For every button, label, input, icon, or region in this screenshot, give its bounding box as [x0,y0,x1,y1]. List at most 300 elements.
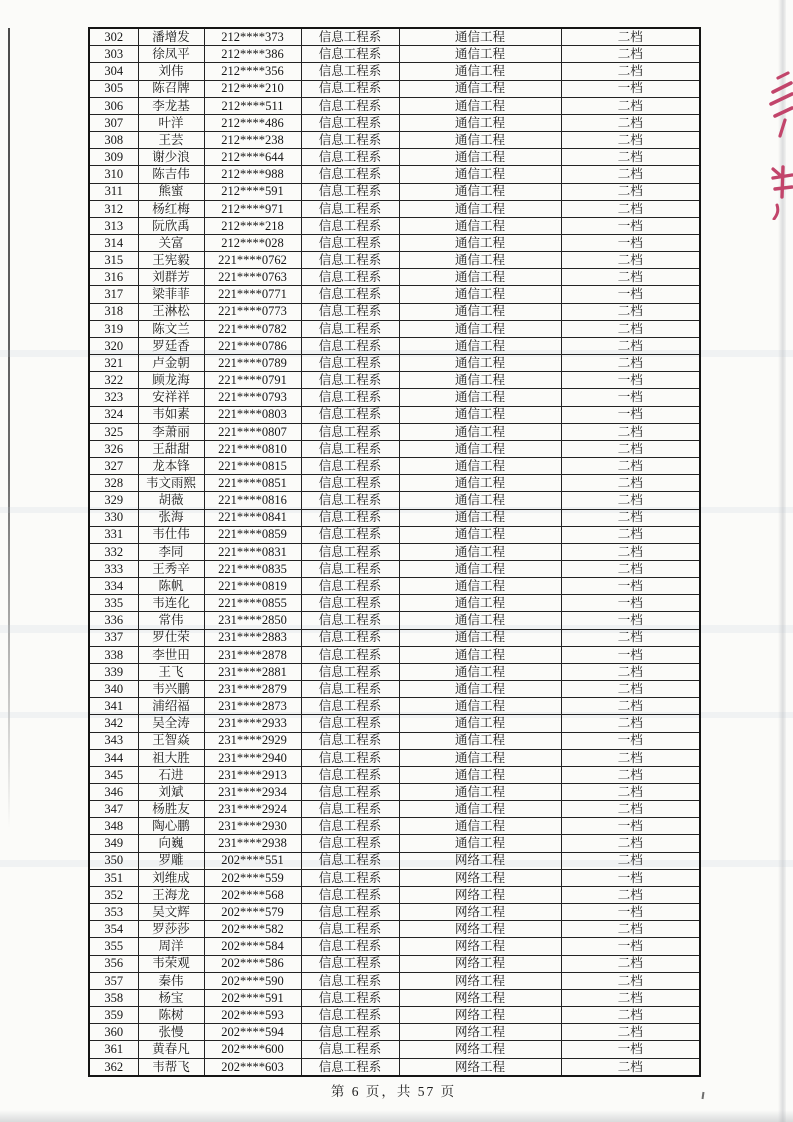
name-cell: 张慢 [138,1024,204,1041]
id-number-cell: 212****238 [204,132,301,149]
name-cell: 梁菲菲 [138,286,204,303]
name-cell: 熊蜜 [138,183,204,200]
tier-cell: 二档 [561,715,700,732]
id-number-cell: 202****591 [204,989,301,1006]
department-cell: 信息工程系 [301,200,399,217]
row-number-cell: 351 [89,869,138,886]
table-row [89,46,700,63]
tier-cell: 二档 [561,423,700,440]
id-number-cell: 212****486 [204,114,301,131]
major-cell: 网络工程 [399,921,561,938]
tier-cell: 二档 [561,320,700,337]
table-row [89,97,700,114]
row-number-cell: 352 [89,886,138,903]
table-row [89,869,700,886]
table-row [89,784,700,801]
tier-cell: 一档 [561,904,700,921]
table-row [89,355,700,372]
row-number-cell: 329 [89,492,138,509]
red-stamp-fragment-top [768,70,793,140]
department-cell: 信息工程系 [301,440,399,457]
department-cell: 信息工程系 [301,1024,399,1041]
department-cell: 信息工程系 [301,818,399,835]
id-number-cell: 221****0807 [204,423,301,440]
major-cell: 网络工程 [399,972,561,989]
major-cell: 网络工程 [399,1007,561,1024]
department-cell: 信息工程系 [301,492,399,509]
tier-cell: 一档 [561,869,700,886]
table-row [89,200,700,217]
name-cell: 王海龙 [138,886,204,903]
id-number-cell: 231****2938 [204,835,301,852]
department-cell: 信息工程系 [301,732,399,749]
name-cell: 顾龙海 [138,372,204,389]
tier-cell: 二档 [561,698,700,715]
row-number-cell: 311 [89,183,138,200]
row-number-cell: 319 [89,320,138,337]
name-cell: 王宪毅 [138,252,204,269]
department-cell: 信息工程系 [301,149,399,166]
name-cell: 潘增发 [138,28,204,46]
table-row [89,475,700,492]
table-row [89,320,700,337]
name-cell: 常伟 [138,612,204,629]
tier-cell: 二档 [561,63,700,80]
row-number-cell: 357 [89,972,138,989]
id-number-cell: 221****0815 [204,458,301,475]
tier-cell: 二档 [561,440,700,457]
table-row [89,509,700,526]
major-cell: 通信工程 [399,372,561,389]
table-row [89,423,700,440]
major-cell: 通信工程 [399,97,561,114]
tier-cell: 二档 [561,801,700,818]
department-cell: 信息工程系 [301,886,399,903]
row-number-cell: 327 [89,458,138,475]
name-cell: 刘维成 [138,869,204,886]
table-row [89,818,700,835]
department-cell: 信息工程系 [301,835,399,852]
name-cell: 黄春凡 [138,1041,204,1058]
id-number-cell: 212****988 [204,166,301,183]
table-row [89,80,700,97]
table-row [89,132,700,149]
major-cell: 网络工程 [399,852,561,869]
table-row [89,578,700,595]
table-row [89,337,700,354]
table-row [89,560,700,577]
major-cell: 通信工程 [399,80,561,97]
id-number-cell: 212****644 [204,149,301,166]
tier-cell: 二档 [561,252,700,269]
department-cell: 信息工程系 [301,989,399,1006]
table-row [89,183,700,200]
scan-edge-shadow-bottom [0,1110,793,1122]
department-cell: 信息工程系 [301,183,399,200]
id-number-cell: 221****0855 [204,595,301,612]
tier-cell: 一档 [561,1041,700,1058]
row-number-cell: 314 [89,235,138,252]
id-number-cell: 231****2929 [204,732,301,749]
name-cell: 龙本锋 [138,458,204,475]
id-number-cell: 221****0762 [204,252,301,269]
tier-cell: 二档 [561,183,700,200]
name-cell: 向巍 [138,835,204,852]
department-cell: 信息工程系 [301,114,399,131]
id-number-cell: 221****0782 [204,320,301,337]
table-row [89,372,700,389]
tier-cell: 二档 [561,629,700,646]
name-cell: 韦仕伟 [138,526,204,543]
table-row [89,749,700,766]
row-number-cell: 323 [89,389,138,406]
tier-cell: 一档 [561,732,700,749]
row-number-cell: 341 [89,698,138,715]
row-number-cell: 320 [89,337,138,354]
major-cell: 通信工程 [399,28,561,46]
table-row [89,801,700,818]
name-cell: 罗廷香 [138,337,204,354]
major-cell: 通信工程 [399,681,561,698]
name-cell: 徐凤平 [138,46,204,63]
name-cell: 韦荣观 [138,955,204,972]
tier-cell: 一档 [561,406,700,423]
major-cell: 通信工程 [399,406,561,423]
id-number-cell: 202****593 [204,1007,301,1024]
table-row [89,252,700,269]
row-number-cell: 306 [89,97,138,114]
id-number-cell: 202****584 [204,938,301,955]
id-number-cell: 202****582 [204,921,301,938]
id-number-cell: 221****0803 [204,406,301,423]
tier-cell: 一档 [561,612,700,629]
department-cell: 信息工程系 [301,337,399,354]
tier-cell: 一档 [561,286,700,303]
tier-cell: 二档 [561,766,700,783]
tier-cell: 一档 [561,595,700,612]
row-number-cell: 360 [89,1024,138,1041]
department-cell: 信息工程系 [301,784,399,801]
name-cell: 王智焱 [138,732,204,749]
id-number-cell: 212****210 [204,80,301,97]
row-number-cell: 342 [89,715,138,732]
id-number-cell: 221****0793 [204,389,301,406]
major-cell: 通信工程 [399,269,561,286]
tier-cell: 二档 [561,355,700,372]
department-cell: 信息工程系 [301,475,399,492]
row-number-cell: 361 [89,1041,138,1058]
id-number-cell: 231****2883 [204,629,301,646]
major-cell: 通信工程 [399,355,561,372]
major-cell: 通信工程 [399,663,561,680]
red-stamp-fragment-bottom [770,165,793,220]
tier-cell: 二档 [561,543,700,560]
table-row [89,715,700,732]
row-number-cell: 333 [89,560,138,577]
table-row [89,440,700,457]
row-number-cell: 312 [89,200,138,217]
major-cell: 通信工程 [399,732,561,749]
table-row [89,303,700,320]
name-cell: 石进 [138,766,204,783]
row-number-cell: 336 [89,612,138,629]
name-cell: 韦帮飞 [138,1058,204,1076]
id-number-cell: 212****218 [204,217,301,234]
id-number-cell: 231****2934 [204,784,301,801]
department-cell: 信息工程系 [301,526,399,543]
id-number-cell: 202****559 [204,869,301,886]
department-cell: 信息工程系 [301,252,399,269]
tier-cell: 二档 [561,149,700,166]
name-cell: 王飞 [138,663,204,680]
name-cell: 李同 [138,543,204,560]
row-number-cell: 305 [89,80,138,97]
table-row [89,286,700,303]
department-cell: 信息工程系 [301,560,399,577]
tier-cell: 二档 [561,97,700,114]
major-cell: 通信工程 [399,475,561,492]
major-cell: 通信工程 [399,132,561,149]
major-cell: 通信工程 [399,46,561,63]
id-number-cell: 202****590 [204,972,301,989]
major-cell: 网络工程 [399,1041,561,1058]
tier-cell: 一档 [561,389,700,406]
tier-cell: 二档 [561,475,700,492]
row-number-cell: 332 [89,543,138,560]
table-row [89,852,700,869]
major-cell: 通信工程 [399,252,561,269]
row-number-cell: 328 [89,475,138,492]
tier-cell: 二档 [561,955,700,972]
name-cell: 杨宝 [138,989,204,1006]
id-number-cell: 221****0810 [204,440,301,457]
scan-speck [702,1092,705,1099]
major-cell: 通信工程 [399,509,561,526]
id-number-cell: 231****2879 [204,681,301,698]
id-number-cell: 231****2850 [204,612,301,629]
table-body [89,28,700,1076]
name-cell: 卢金朝 [138,355,204,372]
department-cell: 信息工程系 [301,921,399,938]
name-cell: 叶洋 [138,114,204,131]
major-cell: 通信工程 [399,114,561,131]
table-row [89,646,700,663]
tier-cell: 一档 [561,80,700,97]
id-number-cell: 221****0859 [204,526,301,543]
department-cell: 信息工程系 [301,595,399,612]
row-number-cell: 339 [89,663,138,680]
major-cell: 网络工程 [399,989,561,1006]
name-cell: 杨胜友 [138,801,204,818]
department-cell: 信息工程系 [301,389,399,406]
row-number-cell: 317 [89,286,138,303]
major-cell: 通信工程 [399,303,561,320]
row-number-cell: 331 [89,526,138,543]
department-cell: 信息工程系 [301,46,399,63]
row-number-cell: 362 [89,1058,138,1076]
row-number-cell: 345 [89,766,138,783]
department-cell: 信息工程系 [301,63,399,80]
name-cell: 罗仕荣 [138,629,204,646]
tier-cell: 一档 [561,938,700,955]
row-number-cell: 338 [89,646,138,663]
name-cell: 李世田 [138,646,204,663]
table-row [89,1058,700,1076]
name-cell: 周洋 [138,938,204,955]
major-cell: 网络工程 [399,886,561,903]
name-cell: 陈吉伟 [138,166,204,183]
row-number-cell: 350 [89,852,138,869]
row-number-cell: 324 [89,406,138,423]
tier-cell: 一档 [561,646,700,663]
id-number-cell: 231****2933 [204,715,301,732]
major-cell: 通信工程 [399,801,561,818]
table-row [89,835,700,852]
id-number-cell: 212****356 [204,63,301,80]
major-cell: 通信工程 [399,458,561,475]
id-number-cell: 221****0786 [204,337,301,354]
department-cell: 信息工程系 [301,320,399,337]
major-cell: 通信工程 [399,818,561,835]
tier-cell: 二档 [561,492,700,509]
department-cell: 信息工程系 [301,852,399,869]
id-number-cell: 231****2873 [204,698,301,715]
id-number-cell: 231****2924 [204,801,301,818]
table-row [89,595,700,612]
id-number-cell: 212****511 [204,97,301,114]
name-cell: 韦如素 [138,406,204,423]
department-cell: 信息工程系 [301,749,399,766]
major-cell: 通信工程 [399,749,561,766]
name-cell: 吴文辉 [138,904,204,921]
major-cell: 通信工程 [399,492,561,509]
table-row [89,526,700,543]
tier-cell: 二档 [561,166,700,183]
name-cell: 李龙基 [138,97,204,114]
table-row [89,972,700,989]
tier-cell: 二档 [561,114,700,131]
row-number-cell: 303 [89,46,138,63]
tier-cell: 二档 [561,972,700,989]
tier-cell: 一档 [561,217,700,234]
major-cell: 网络工程 [399,1024,561,1041]
row-number-cell: 308 [89,132,138,149]
major-cell: 通信工程 [399,166,561,183]
name-cell: 陈树 [138,1007,204,1024]
name-cell: 陈文兰 [138,320,204,337]
name-cell: 祖大胜 [138,749,204,766]
row-number-cell: 340 [89,681,138,698]
major-cell: 通信工程 [399,217,561,234]
department-cell: 信息工程系 [301,458,399,475]
row-number-cell: 358 [89,989,138,1006]
row-number-cell: 316 [89,269,138,286]
department-cell: 信息工程系 [301,269,399,286]
row-number-cell: 337 [89,629,138,646]
tier-cell: 二档 [561,921,700,938]
department-cell: 信息工程系 [301,801,399,818]
row-number-cell: 353 [89,904,138,921]
major-cell: 网络工程 [399,955,561,972]
row-number-cell: 321 [89,355,138,372]
table-row [89,698,700,715]
id-number-cell: 221****0816 [204,492,301,509]
name-cell: 王甜甜 [138,440,204,457]
table-row [89,989,700,1006]
id-number-cell: 231****2930 [204,818,301,835]
scan-edge-line [8,28,10,828]
tier-cell: 二档 [561,269,700,286]
major-cell: 通信工程 [399,698,561,715]
name-cell: 秦伟 [138,972,204,989]
row-number-cell: 334 [89,578,138,595]
page-footer: 第 6 页，共 57 页 [330,1084,457,1099]
major-cell: 通信工程 [399,784,561,801]
table-row [89,235,700,252]
tier-cell: 二档 [561,337,700,354]
table-row [89,938,700,955]
major-cell: 通信工程 [399,235,561,252]
id-number-cell: 202****568 [204,886,301,903]
name-cell: 阮欣禹 [138,217,204,234]
department-cell: 信息工程系 [301,355,399,372]
name-cell: 安祥祥 [138,389,204,406]
tier-cell: 二档 [561,28,700,46]
id-number-cell: 231****2878 [204,646,301,663]
department-cell: 信息工程系 [301,509,399,526]
table-row [89,166,700,183]
name-cell: 张海 [138,509,204,526]
table-row [89,1041,700,1058]
tier-cell: 二档 [561,663,700,680]
department-cell: 信息工程系 [301,303,399,320]
major-cell: 通信工程 [399,766,561,783]
row-number-cell: 359 [89,1007,138,1024]
tier-cell: 二档 [561,784,700,801]
major-cell: 通信工程 [399,440,561,457]
row-number-cell: 313 [89,217,138,234]
id-number-cell: 212****971 [204,200,301,217]
name-cell: 胡薇 [138,492,204,509]
name-cell: 吴全涛 [138,715,204,732]
name-cell: 陈帆 [138,578,204,595]
tier-cell: 二档 [561,1007,700,1024]
row-number-cell: 315 [89,252,138,269]
tier-cell: 二档 [561,526,700,543]
id-number-cell: 212****386 [204,46,301,63]
table-row [89,217,700,234]
major-cell: 通信工程 [399,423,561,440]
major-cell: 通信工程 [399,63,561,80]
name-cell: 杨红梅 [138,200,204,217]
major-cell: 通信工程 [399,578,561,595]
department-cell: 信息工程系 [301,423,399,440]
row-number-cell: 355 [89,938,138,955]
department-cell: 信息工程系 [301,715,399,732]
table-row [89,406,700,423]
table-row [89,389,700,406]
tier-cell: 一档 [561,235,700,252]
id-number-cell: 202****586 [204,955,301,972]
department-cell: 信息工程系 [301,132,399,149]
major-cell: 通信工程 [399,200,561,217]
table-row [89,1024,700,1041]
major-cell: 网络工程 [399,1058,561,1076]
tier-cell: 一档 [561,818,700,835]
department-cell: 信息工程系 [301,698,399,715]
table-row [89,492,700,509]
row-number-cell: 349 [89,835,138,852]
